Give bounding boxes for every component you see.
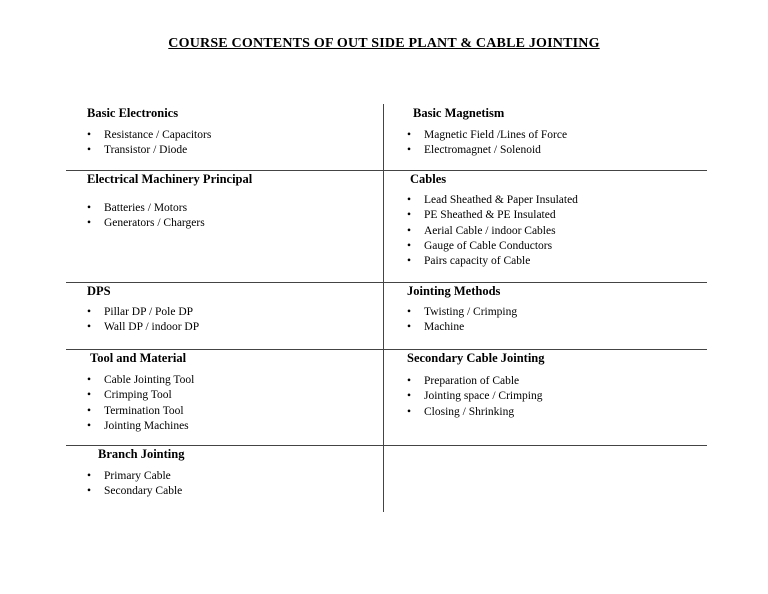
list-item: • Wall DP / indoor DP <box>87 320 199 335</box>
list-item: • Machine <box>407 320 517 335</box>
list-item: • Pairs capacity of Cable <box>407 254 578 269</box>
document-title: COURSE CONTENTS OF OUT SIDE PLANT & CABLE JOINTING <box>168 36 600 51</box>
section-electrical-machinery <box>87 172 252 232</box>
row-divider <box>66 170 707 171</box>
list-item: • Jointing space / Crimping <box>407 389 545 404</box>
section-tool-and-material <box>90 351 194 434</box>
section-heading: Cables <box>410 172 447 186</box>
section-heading: Basic Magnetism <box>413 106 505 120</box>
list-item: • Termination Tool <box>87 404 194 419</box>
list-item: • Cable Jointing Tool <box>87 373 194 388</box>
list-item: • Batteries / Motors <box>87 201 252 216</box>
list-item: • Secondary Cable <box>87 484 184 499</box>
section-branch-jointing <box>98 447 184 500</box>
list-item: • Aerial Cable / indoor Cables <box>407 224 578 239</box>
section-heading: DPS <box>87 284 111 298</box>
list-item: • PE Sheathed & PE Insulated <box>407 208 578 223</box>
list-item: • Lead Sheathed & Paper Insulated <box>407 193 578 208</box>
row-divider <box>66 349 707 350</box>
list-item: • Crimping Tool <box>87 388 194 403</box>
section-basic-electronics <box>87 106 211 159</box>
list-item: • Magnetic Field /Lines of Force <box>407 128 567 143</box>
column-divider <box>383 104 384 512</box>
course-table <box>66 104 707 512</box>
section-dps <box>87 284 199 336</box>
list-item: • Jointing Machines <box>87 419 194 434</box>
section-cables <box>410 172 578 269</box>
list-item: • Resistance / Capacitors <box>87 128 211 143</box>
row-divider <box>66 445 707 446</box>
section-heading: Basic Electronics <box>87 106 179 120</box>
list-item: • Electromagnet / Solenoid <box>407 143 567 158</box>
list-item: • Gauge of Cable Conductors <box>407 239 578 254</box>
section-basic-magnetism <box>413 106 567 159</box>
section-heading: Tool and Material <box>90 351 187 365</box>
list-item: • Preparation of Cable <box>407 374 545 389</box>
list-item: • Generators / Chargers <box>87 216 252 231</box>
section-heading: Secondary Cable Jointing <box>407 351 545 365</box>
list-item: • Twisting / Crimping <box>407 305 517 320</box>
section-jointing-methods <box>407 284 517 336</box>
row-divider <box>66 282 707 283</box>
list-item: • Pillar DP / Pole DP <box>87 305 199 320</box>
list-item: • Primary Cable <box>87 469 184 484</box>
section-heading: Electrical Machinery Principal <box>87 172 253 186</box>
list-item: • Closing / Shrinking <box>407 405 545 420</box>
section-secondary-cable-jointing <box>407 351 545 420</box>
section-heading: Jointing Methods <box>407 284 501 298</box>
section-heading: Branch Jointing <box>98 447 185 461</box>
list-item: • Transistor / Diode <box>87 143 211 158</box>
